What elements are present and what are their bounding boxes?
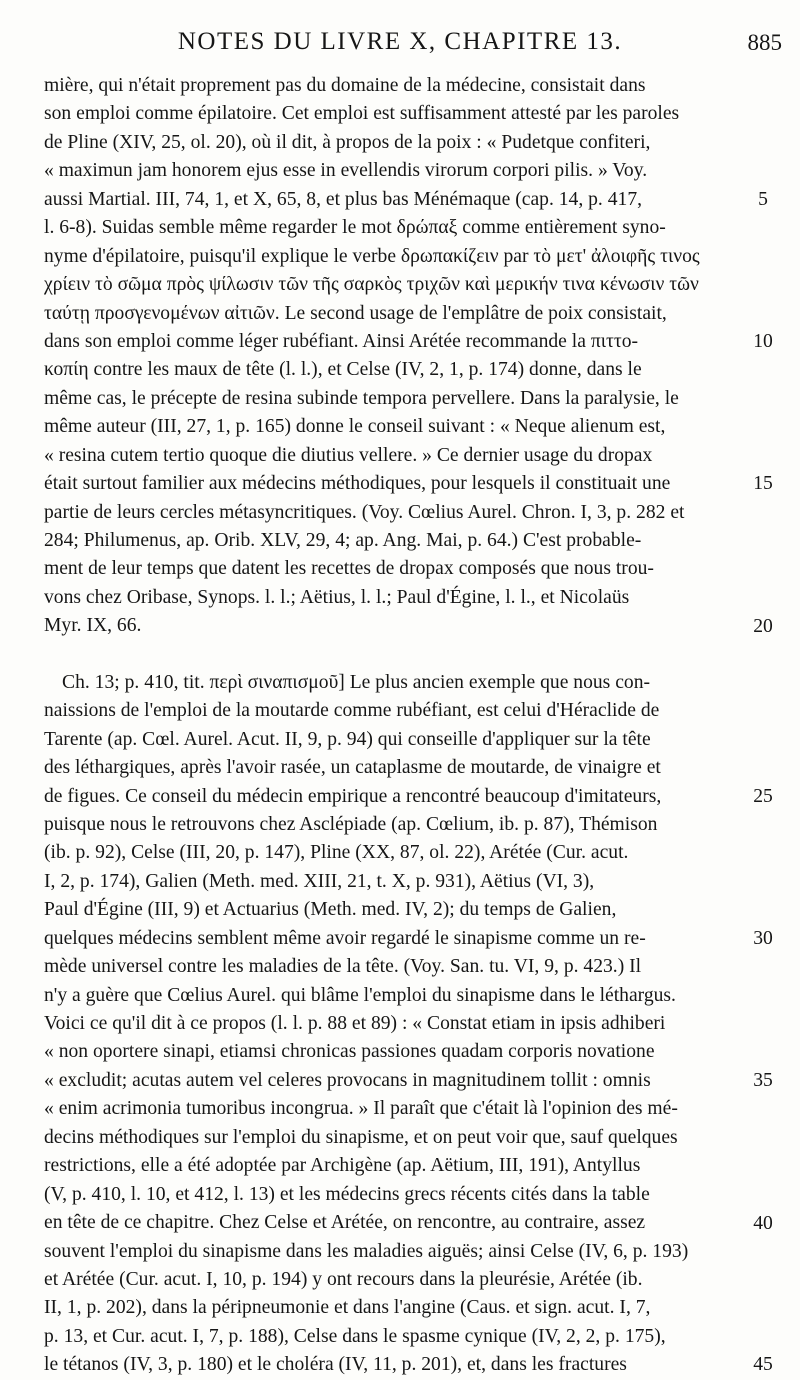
text-line: de Pline (XIV, 25, ol. 20), où il dit, à propos de la poix : « Pudetque confiteri,	[44, 131, 651, 153]
text-line: χρίειν τὸ σῶμα πρὸς ψίλωσιν τῶν τῆς σαρκὸς τριχῶν καὶ μερικήν τινα κένωσιν τῶν	[44, 274, 699, 296]
text-line: partie de leurs cercles métasyncritiques. (Voy. Cœlius Aurel. Chron. I, 3, p. 282 et	[44, 501, 685, 523]
text-line: aussi Martial. III, 74, 1, et X, 65, 8, et plus bas Ménémaque (cap. 14, p. 417,	[44, 188, 643, 210]
text-line: κοπίη contre les maux de tête (l. l.), et Celse (IV, 2, 1, p. 174) donne, dans le	[44, 359, 642, 381]
text-line: mède universel contre les maladies de la tête. (Voy. San. tu. VI, 9, p. 423.) Il	[44, 956, 642, 978]
text-line: Paul d'Égine (III, 9) et Actuarius (Meth. med. IV, 2); du temps de Galien,	[44, 899, 617, 921]
text-line: des léthargiques, après l'avoir rasée, un cataplasme de moutarde, de vinaigre et	[44, 757, 661, 779]
text-line: (ib. p. 92), Celse (III, 20, p. 147), Pline (XX, 87, ol. 22), Arétée (Cur. acut.	[44, 842, 629, 864]
text-line: l. 6-8). Suidas semble même regarder le mot δρώπαξ comme entièrement syno-	[44, 217, 666, 239]
text-line: « excludit; acutas autem vel celeres provocans in magnitudinem tollit : omnis	[44, 1069, 651, 1091]
line-number: 35	[753, 1070, 773, 1092]
text-line: le tétanos (IV, 3, p. 180) et le choléra (IV, 11, p. 201), et, dans les fractures	[44, 1354, 627, 1376]
text-line: son emploi comme épilatoire. Cet emploi est suffisamment attesté par les paroles	[44, 103, 680, 125]
line-number: 15	[753, 473, 773, 495]
text-line: vons chez Oribase, Synops. l. l.; Aëtius, l. l.; Paul d'Égine, l. l., et Nicolaüs	[44, 586, 630, 608]
body-text	[44, 72, 754, 1380]
text-line: de figues. Ce conseil du médecin empirique a rencontré beaucoup d'imitateurs,	[44, 785, 662, 807]
text-line: et Arétée (Cur. acut. I, 10, p. 194) y ont recours dans la pleurésie, Arétée (ib.	[44, 1268, 643, 1290]
text-line: n'y a guère que Cœlius Aurel. qui blâme l'emploi du sinapisme dans le léthargus.	[44, 984, 676, 1006]
text-line: « resina cutem tertio quoque die diutius vellere. » Ce dernier usage du dropax	[44, 444, 653, 466]
text-line: 284; Philumenus, ap. Orib. XLV, 29, 4; ap. Ang. Mai, p. 64.) C'est probable-	[44, 530, 642, 551]
text-line: était surtout familier aux médecins méthodiques, pour lesquels il constituait une	[44, 473, 671, 495]
text-line: en tête de ce chapitre. Chez Celse et Arétée, on rencontre, au contraire, assez	[44, 1212, 646, 1234]
line-number: 30	[753, 928, 773, 949]
text-line: I, 2, p. 174), Galien (Meth. med. XIII, 21, t. X, p. 931), Aëtius (VI, 3),	[44, 870, 595, 892]
text-line: p. 13, et Cur. acut. I, 7, p. 188), Celse dans le spasme cynique (IV, 2, 2, p. 175),	[44, 1325, 666, 1347]
text-line: decins méthodiques sur l'emploi du sinapisme, et on peut voir que, sauf quelques	[44, 1126, 678, 1148]
text-line: « enim acrimonia tumoribus incongrua. » Il paraît que c'était là l'opinion des mé-	[44, 1098, 678, 1120]
text-line: quelques médecins semblent même avoir regardé le sinapisme comme un re-	[44, 927, 646, 949]
text-line: II, 1, p. 202), dans la péripneumonie et dans l'angine (Caus. et sign. acut. I, 7,	[44, 1297, 651, 1319]
text-line: même cas, le précepte de resina subinde tempora pervellere. Dans la paralysie, le	[44, 387, 679, 409]
running-title: NOTES DU LIVRE X, CHAPITRE 13.	[177, 28, 623, 55]
text-line: mière, qui n'était proprement pas du domaine de la médecine, consistait dans	[44, 75, 646, 96]
text-line: ταύτῃ προσγενομένων αἰτιῶν. Le second usage de l'emplâtre de poix consistait,	[44, 302, 667, 324]
text-line: Myr. IX, 66.	[44, 615, 142, 637]
paragraph-gap	[44, 641, 754, 669]
text-line: naissions de l'emploi de la moutarde comme rubéfiant, est celui d'Héraclide de	[44, 700, 660, 722]
line-number: 40	[753, 1212, 773, 1234]
text-line: dans son emploi comme léger rubéfiant. Ainsi Arétée recommande la πιττο-	[44, 330, 639, 352]
running-head	[0, 28, 800, 64]
line-number: 20	[753, 615, 773, 637]
text-line: puisque nous le retrouvons chez Asclépiade (ap. Cœlium, ib. p. 87), Thémison	[44, 813, 658, 835]
text-line: nyme d'épilatoire, puisqu'il explique le verbe δρωπακίζειν par τὸ μετ' ἀλοιφῆς τινος	[44, 245, 700, 267]
line-number: 25	[753, 785, 773, 807]
text-line: restrictions, elle a été adoptée par Archigène (ap. Aëtium, III, 191), Antyllus	[44, 1155, 641, 1177]
text-line: « non oportere sinapi, etiamsi chronicas passiones quadam corporis novatione	[44, 1041, 655, 1063]
line-number: 5	[758, 188, 768, 210]
line-number: 45	[753, 1354, 773, 1375]
text-line: (V, p. 410, l. 10, et 412, l. 13) et les médecins grecs récents cités dans la table	[44, 1183, 650, 1205]
text-line: « maximun jam honorem ejus esse in evellendis virorum corpori pilis. » Voy.	[44, 160, 648, 182]
text-line: Voici ce qu'il dit à ce propos (l. l. p. 88 et 89) : « Constat etiam in ipsis adhiberi	[44, 1013, 666, 1034]
text-line: souvent l'emploi du sinapisme dans les maladies aiguës; ainsi Celse (IV, 6, p. 193)	[44, 1240, 689, 1262]
text-line: même auteur (III, 27, 1, p. 165) donne le conseil suivant : « Neque alienum est,	[44, 416, 666, 438]
page-number: 885	[747, 30, 782, 55]
text-line: ment de leur temps que datent les recettes de dropax composés que nous trou-	[44, 558, 654, 580]
text-line: Tarente (ap. Cœl. Aurel. Acut. II, 9, p. 94) qui conseille d'appliquer sur la tête	[44, 728, 651, 750]
note-heading-line: Ch. 13; p. 410, tit. περὶ σιναπισμοῦ] Le plus ancien exemple que nous con-	[62, 671, 651, 693]
line-number: 10	[753, 331, 773, 353]
